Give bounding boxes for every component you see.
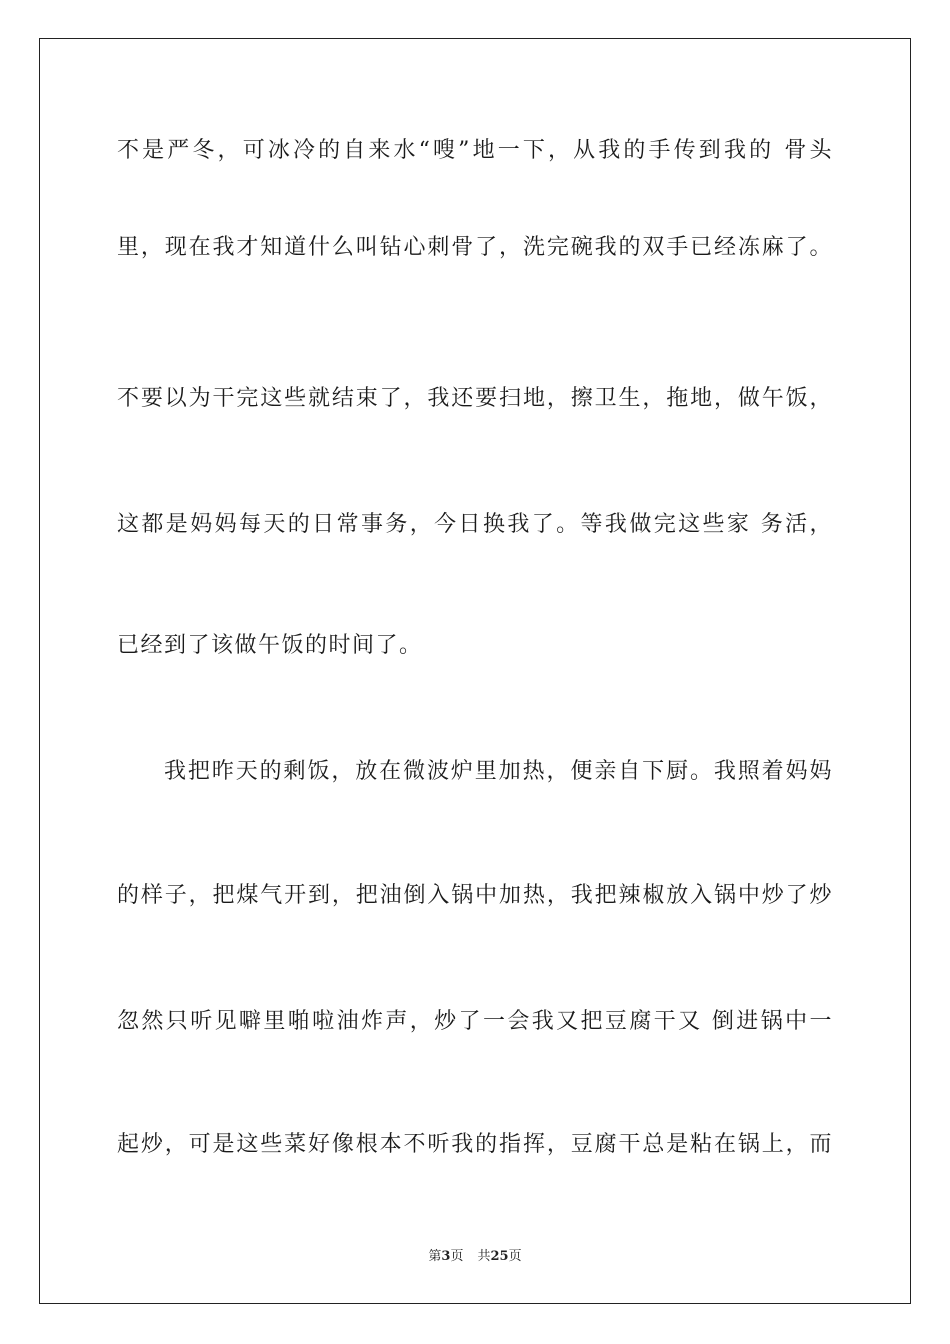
body-text-line-3: 不要以为干完这些就结束了，我还要扫地，擦卫生，拖地，做午饭， (117, 386, 833, 411)
body-text-line-2: 里，现在我才知道什么叫钻心刺骨了，洗完碗我的双手已经冻麻了。 (117, 235, 833, 260)
body-text-line-4: 这都是妈妈每天的日常事务，今日换我了。等我做完这些家 务活， (117, 512, 833, 537)
body-text-line-9: 起炒，可是这些菜好像根本不听我的指挥，豆腐干总是粘在锅上，而 (117, 1132, 833, 1157)
body-text-line-5: 已经到了该做午饭的时间了。 (117, 633, 423, 658)
body-text-line-8: 忽然只听见噼里啪啦油炸声，炒了一会我又把豆腐干又 倒进锅中一 (117, 1009, 833, 1034)
footer-page-suffix: 页 (450, 1249, 464, 1264)
body-text-line-7: 的样子，把煤气开到，把油倒入锅中加热，我把辣椒放入锅中炒了炒 (117, 883, 833, 908)
footer-total-prefix: 共 (477, 1249, 491, 1264)
page-footer (0, 1248, 950, 1266)
paragraph-first-line: 我把昨天的剩饭，放在微波炉里加热，便亲自下厨。我照着妈妈 (164, 759, 833, 784)
footer-page-number: 3 (441, 1249, 451, 1264)
page-border (39, 38, 911, 1304)
footer-total-pages: 25 (490, 1249, 509, 1264)
body-text-line-1: 不是严冬，可冰冷的自来水“嗖”地一下，从我的手传到我的 骨头 (117, 138, 833, 163)
footer-total-suffix: 页 (508, 1249, 522, 1264)
footer-page-prefix: 第 (428, 1249, 442, 1264)
